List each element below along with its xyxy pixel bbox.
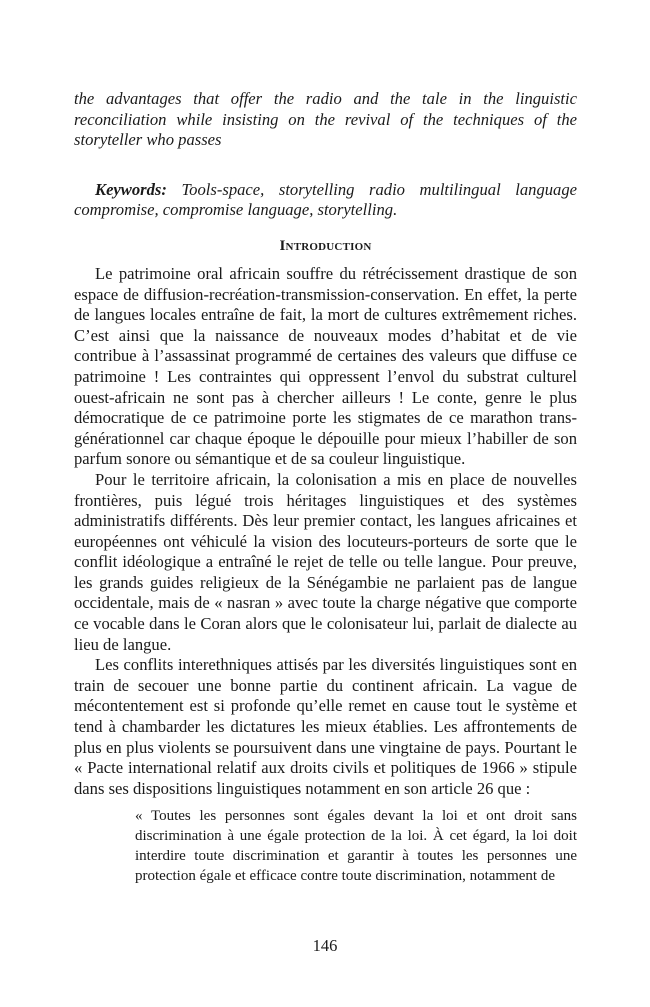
section-title-introduction: Introduction: [279, 237, 372, 254]
keywords-label: Keywords:: [95, 179, 167, 199]
body-paragraph: Pour le territoire africain, la colonisation a mis en place de nouvelles frontières, puis légué trois héritages linguistiques et des systèmes administratifs différents. Dès leur premier contact, les langues africaines et européennes ont véhiculé la vision des locuteurs-porteurs de sorte que le conflit idéologique a entraîné le rejet de telle ou telle langue. Pour preuve, les grands guides religieux de la Sénégambie ne parlaient pas de langue occidentale, mais de « nasran » avec toute la charge négative que comporte ce vocable dans le Coran alors que le colonisateur lui, parlait de dialecte au lieu de langue.: [74, 469, 577, 654]
page-body: [74, 89, 577, 887]
block-quote: « Toutes les personnes sont égales devant la loi et ont droit sans discrimination à une égale protection de la loi. À cet égard, la loi doit interdire toute discrimination et garantir à toutes les personnes une protection égale et efficace contre toute discrimination, notamment de: [135, 808, 577, 884]
keywords-text: Tools-space, storytelling radio multilingual language compromise, compromise language, storytelling.: [74, 179, 577, 220]
page-number: 146: [312, 936, 338, 955]
body-paragraph: Le patrimoine oral africain souffre du rétrécissement drastique de son espace de diffusion-recréation-transmission-conservation. En effet, la perte de langues locales entraîne de fait, la mort de cultures extrêmement riches. C’est ainsi que la naissance de nouveaux modes d’habitat et de vie contribue à l’assassinat programmé de certaines des valeurs que diffuse ce patrimoine ! Les contraintes qui oppressent l’envol du substrat culturel ouest-africain ne sont pas à chercher ailleurs ! Le conte, genre le plus démocratique de ce patrimoine porte les stigmates de ce marathon trans-générationnel car chaque époque le dépouille pour mieux l’habiller de son parfum sonore ou sémantique et de sa couleur linguistique.: [74, 263, 577, 469]
abstract-closing-text: the advantages that offer the radio and the tale in the linguistic reconciliation while insisting on the revival of the techniques of the storyteller who passes: [74, 89, 577, 150]
keywords-line: [74, 180, 577, 221]
body-paragraph: Les conflits interethniques attisés par les diversités linguistiques sont en train de secouer une bonne partie du continent africain. La vague de mécontentement est si profonde qu’elle remet en cause tout le système et tend à chambarder les dictatures les mieux établies. Les affrontements de plus en plus violents se poursuivent dans une vingtaine de pays. Pourtant le « Pacte international relatif aux droits civils et politiques de 1966 » stipule dans ses dispositions linguistiques notamment en son article 26 que :: [74, 655, 577, 798]
